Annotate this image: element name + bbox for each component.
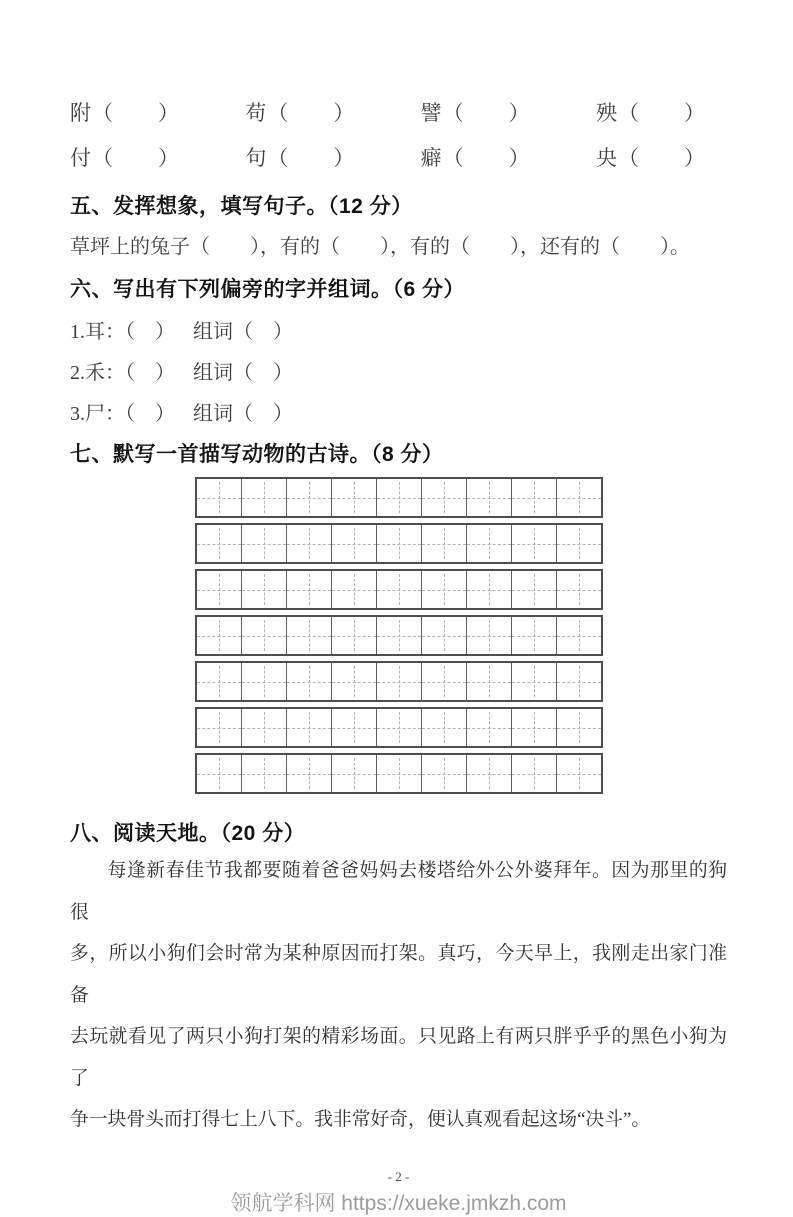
section-6-zuci-label: 组词（ ） [193,362,293,384]
writing-grid-cell [331,617,376,654]
writing-grid-row [195,661,603,702]
writing-grid-cell [556,525,601,562]
writing-grid-cell [197,617,241,654]
writing-grid-cell [331,755,376,792]
writing-grid-cell [421,525,466,562]
word-blank-item: 譬（ ） [420,101,531,125]
paragraph-line: 去玩就看见了两只小狗打架的精彩场面。只见路上有两只胖乎乎的黑色小狗为了 [70,1026,727,1089]
word-blank-item: 句（ ） [245,146,356,170]
writing-grid-cell [197,479,241,516]
writing-grid-cell [286,755,331,792]
writing-grid-cell [466,617,511,654]
writing-grid-cell [511,525,556,562]
writing-grid-cell [241,479,286,516]
writing-grid-cell [197,525,241,562]
writing-grid-cell [466,571,511,608]
writing-grid-cell [286,709,331,746]
word-blank-item: 苟（ ） [245,101,356,125]
writing-grid-cell [376,571,421,608]
writing-grid-cell [466,663,511,700]
writing-grid-cell [421,663,466,700]
section-8-title: 八、阅读天地。（20 分） [70,822,306,845]
paragraph-line: 争一块骨头而打得七上八下。我非常好奇，便认真观看起这场“决斗”。 [70,1109,651,1130]
writing-grid-cell [241,755,286,792]
writing-grid-cell [466,479,511,516]
section-7-title: 七、默写一首描写动物的古诗。（8 分） [70,443,444,466]
writing-grid-cell [376,479,421,516]
writing-grid-cell [241,709,286,746]
section-6-item-label: 2.禾：（ ） [70,362,175,384]
writing-grid-cell [511,663,556,700]
word-blank-item: 附（ ） [70,101,180,125]
section-6-title: 六、写出有下列偏旁的字并组词。（6 分） [70,278,466,301]
writing-grid-cell [556,709,601,746]
writing-grid-cell [421,571,466,608]
section-6-item [70,360,727,386]
writing-grid-cell [286,617,331,654]
writing-grid-cell [331,663,376,700]
section-6-item [70,401,727,427]
writing-grid-cell [511,617,556,654]
writing-grid-cell [556,755,601,792]
writing-grid-cell [376,663,421,700]
writing-grid-row [195,523,603,564]
writing-grid-cell [286,663,331,700]
word-blank-item: 付（ ） [70,146,180,170]
writing-grid-cell [556,479,601,516]
section-5-title: 五、发挥想象，填写句子。（12 分） [70,195,413,218]
writing-grid-cell [331,525,376,562]
writing-grid-cell [421,755,466,792]
writing-grid-cell [241,571,286,608]
writing-grid-row [195,707,603,748]
writing-grid-cell [286,525,331,562]
word-row [70,145,706,171]
word-blank-item: 癖（ ） [420,146,531,170]
section-6-zuci-label: 组词（ ） [193,321,293,343]
writing-grid-cell [197,663,241,700]
writing-grid-cell [376,525,421,562]
writing-grid-cell [421,709,466,746]
writing-grid-cell [197,709,241,746]
section-8-paragraph [70,850,727,1141]
writing-grid-cell [376,709,421,746]
section-6-item-label: 3.尸：（ ） [70,403,175,425]
writing-grid-cell [376,755,421,792]
paragraph-line: 多，所以小狗们会时常为某种原因而打架。真巧，今天早上，我刚走出家门准备 [70,943,727,1006]
section-5-sentence: 草坪上的兔子（ ），有的（ ），有的（ ），还有的（ ）。 [70,236,690,258]
writing-grid-cell [556,571,601,608]
writing-grid-cell [511,709,556,746]
writing-grid-cell [466,525,511,562]
writing-grid-cell [556,617,601,654]
writing-grid-cell [556,663,601,700]
writing-grid-row [195,753,603,794]
writing-grid-row [195,569,603,610]
writing-grid-cell [466,755,511,792]
writing-grid-cell [241,617,286,654]
writing-grid-cell [241,663,286,700]
paragraph-line: 每逢新春佳节我都要随着爸爸妈妈去楼塔给外公外婆拜年。因为那里的狗很 [70,860,727,923]
word-blank-item: 央（ ） [595,146,706,170]
writing-grid-cell [286,479,331,516]
word-row [70,100,706,126]
writing-grid-cell [331,479,376,516]
writing-grid-cell [376,617,421,654]
writing-grid-cell [197,571,241,608]
writing-grid [70,477,727,794]
writing-grid-cell [241,525,286,562]
writing-grid-cell [511,571,556,608]
word-blank-item: 殃（ ） [595,101,706,125]
writing-grid-cell [466,709,511,746]
section-6-item [70,319,727,345]
writing-grid-cell [511,479,556,516]
writing-grid-cell [421,617,466,654]
section-6-item-label: 1.耳：（ ） [70,321,175,343]
writing-grid-row [195,477,603,518]
writing-grid-cell [511,755,556,792]
writing-grid-cell [197,755,241,792]
writing-grid-cell [331,571,376,608]
writing-grid-cell [286,571,331,608]
writing-grid-cell [421,479,466,516]
site-watermark: 领航学科网 https://xueke.jmkzh.com [230,1191,567,1215]
writing-grid-row [195,615,603,656]
section-6-zuci-label: 组词（ ） [193,403,293,425]
writing-grid-cell [331,709,376,746]
page-number: - 2 - [387,1168,410,1184]
